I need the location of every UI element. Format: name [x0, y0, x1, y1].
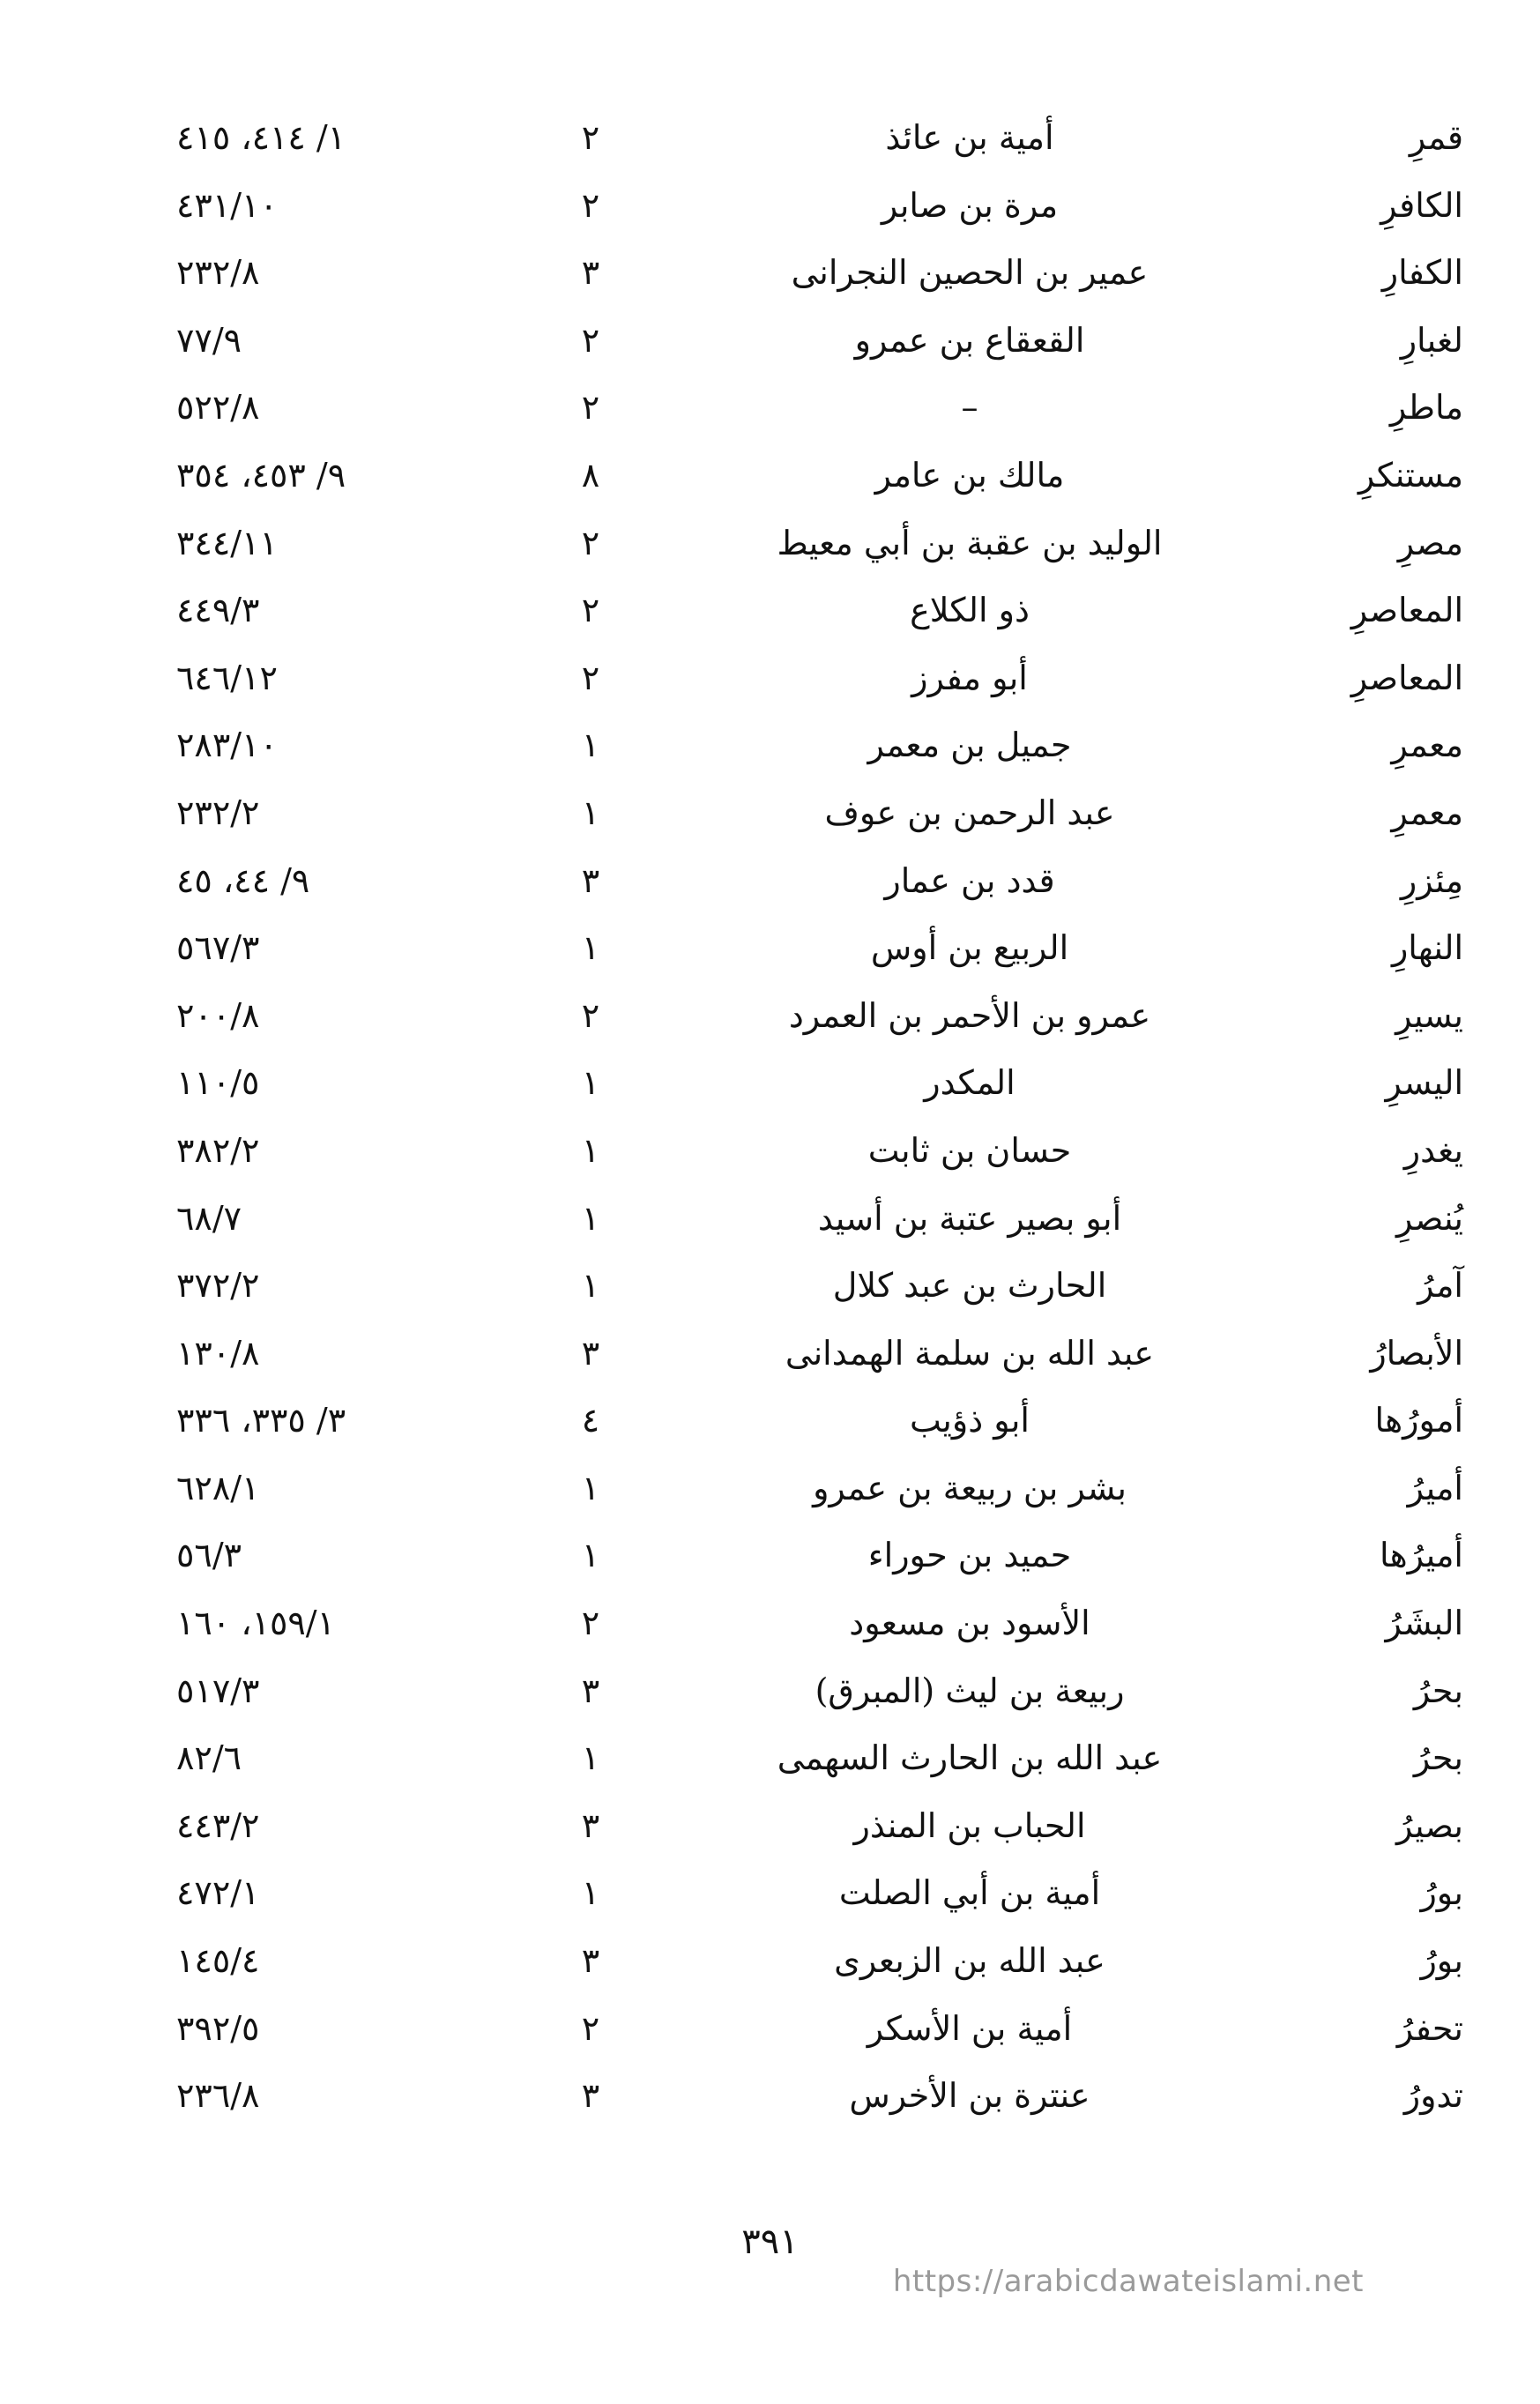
rhyme-word: أمورُها	[1374, 1401, 1463, 1440]
poet-name: جميل بن معمر	[867, 726, 1072, 765]
index-row	[159, 1252, 1463, 1320]
verse-count: ٢	[581, 388, 600, 428]
volume-page-reference: ٧٧/٩	[176, 320, 242, 360]
index-row	[159, 1995, 1463, 2063]
rhyme-word: المعاصرِ	[1350, 591, 1463, 630]
rhyme-word: قمرِ	[1409, 118, 1463, 157]
index-row	[159, 1049, 1463, 1117]
verse-count: ٣	[581, 1941, 600, 1981]
volume-page-reference: ٥٦٧/٣	[176, 928, 260, 968]
rhyme-word: لغبارِ	[1400, 320, 1463, 360]
volume-page-reference: ٣٧٢/٢	[176, 1266, 260, 1306]
volume-page-reference: ٥١٧/٣	[176, 1671, 260, 1710]
rhyme-word: ماطرِ	[1389, 388, 1463, 428]
page-number: ٣٩١	[741, 2222, 799, 2262]
rhyme-word: الأبصارُ	[1370, 1333, 1463, 1373]
poet-name: حميد بن حوراء	[867, 1536, 1072, 1575]
rhyme-word: المعاصرِ	[1350, 658, 1463, 697]
verse-count: ١	[581, 793, 600, 832]
volume-page-reference: ٣٨٢/٢	[176, 1130, 260, 1170]
rhyme-word: بحرُ	[1413, 1738, 1463, 1778]
index-row	[159, 2062, 1463, 2130]
rhyme-word: الكافرِ	[1380, 185, 1463, 225]
volume-page-reference: ٩/ ٤٥٣، ٣٥٤	[176, 455, 346, 495]
rhyme-word: يُنصرِ	[1396, 1198, 1463, 1238]
index-row	[159, 104, 1463, 172]
poet-name: الوليد بن عقبة بن أبي معيط	[777, 523, 1163, 562]
index-row	[159, 644, 1463, 712]
index-row	[159, 1792, 1463, 1860]
volume-page-reference: ١/ ٤١٤، ٤١٥	[176, 118, 346, 157]
index-row	[159, 307, 1463, 375]
verse-count: ٣	[581, 253, 600, 293]
poet-name: عبد الرحمن بن عوف	[824, 793, 1115, 832]
index-row	[159, 982, 1463, 1050]
poet-name: حسان بن ثابت	[867, 1130, 1072, 1170]
volume-page-reference: ٦٤٦/١٢	[176, 658, 278, 697]
verse-count: ١	[581, 1873, 600, 1913]
volume-page-reference: ٢٨٣/١٠	[176, 726, 278, 765]
poet-name: أبو ذؤيب	[909, 1401, 1030, 1440]
volume-page-reference: ٥٦/٣	[176, 1536, 242, 1575]
index-row	[159, 779, 1463, 847]
rhyme-word: تدورُ	[1403, 2076, 1463, 2116]
volume-page-reference: ١٣٠/٨	[176, 1333, 260, 1373]
verse-count: ٣	[581, 1671, 600, 1710]
index-row	[159, 374, 1463, 442]
poet-name: قدد بن عمار	[884, 860, 1055, 900]
rhyme-word: بحرُ	[1413, 1671, 1463, 1710]
volume-page-reference: ٦٢٨/١	[176, 1468, 260, 1507]
index-row	[159, 1859, 1463, 1927]
verse-count: ٢	[581, 1604, 600, 1643]
index-row	[159, 1117, 1463, 1185]
volume-page-reference: ١٤٥/٤	[176, 1941, 260, 1981]
poet-name: ربيعة بن ليث (المبرق)	[815, 1671, 1125, 1710]
volume-page-reference: ٩/ ٤٤، ٤٥	[176, 860, 310, 900]
verse-count: ٢	[581, 995, 600, 1035]
index-row	[159, 1522, 1463, 1589]
verse-count: ٢	[581, 658, 600, 697]
verse-count: ٢	[581, 2008, 600, 2048]
rhyme-word: البشَرُ	[1385, 1604, 1463, 1643]
poet-name: عبد الله بن الحارث السهمى	[777, 1738, 1163, 1778]
volume-page-reference: ٦٨/٧	[176, 1198, 242, 1238]
index-row	[159, 1387, 1463, 1455]
verse-count: ١	[581, 1063, 600, 1103]
source-watermark-url[interactable]: https://arabicdawateislami.net	[892, 2264, 1364, 2299]
poet-name: المكدر	[924, 1063, 1016, 1103]
poet-name: عمير بن الحصين النجرانى	[791, 253, 1149, 293]
index-row	[159, 1657, 1463, 1725]
poet-name: أمية بن عائذ	[885, 118, 1054, 157]
poet-name: أمية بن الأسكر	[867, 2008, 1073, 2048]
volume-page-reference: ٤٧٢/١	[176, 1873, 260, 1913]
index-row	[159, 847, 1463, 915]
rhyme-word: مِئزرِ	[1400, 860, 1463, 900]
rhyme-word: يغدرِ	[1403, 1130, 1463, 1170]
index-row	[159, 1927, 1463, 1995]
index-row	[159, 711, 1463, 779]
rhyme-word: يسيرِ	[1395, 995, 1463, 1035]
poet-name: عنترة بن الأخرس	[849, 2076, 1090, 2116]
verse-count: ١	[581, 1536, 600, 1575]
verse-count: ٤	[581, 1401, 600, 1440]
poet-name: عبد الله بن سلمة الهمدانى	[785, 1333, 1155, 1373]
index-row	[159, 510, 1463, 577]
verse-count: ٣	[581, 1333, 600, 1373]
verse-count: ٢	[581, 185, 600, 225]
poet-name: عبد الله بن الزبعرى	[834, 1941, 1105, 1981]
rhyme-word: بورُ	[1420, 1941, 1463, 1981]
volume-page-reference: ٨٢/٦	[176, 1738, 242, 1778]
volume-page-reference: ١١٠/٥	[176, 1063, 260, 1103]
rhyme-word: أميرُها	[1380, 1536, 1463, 1575]
verse-count: ٣	[581, 860, 600, 900]
verse-count: ٢	[581, 320, 600, 360]
index-row	[159, 1589, 1463, 1657]
poet-name: الحباب بن المنذر	[853, 1805, 1086, 1845]
verse-count: ٢	[581, 118, 600, 157]
verse-count: ٢	[581, 591, 600, 630]
poet-name: أبو بصير عتبة بن أسيد	[817, 1198, 1122, 1238]
rhyme-word: مصرِ	[1397, 523, 1463, 562]
poet-name: الأسود بن مسعود	[849, 1604, 1090, 1643]
index-row	[159, 1455, 1463, 1522]
poet-name: بشر بن ربيعة بن عمرو	[813, 1468, 1127, 1507]
rhyme-word: بورُ	[1420, 1873, 1463, 1913]
index-row	[159, 914, 1463, 982]
index-row	[159, 1185, 1463, 1253]
volume-page-reference: ٣/ ٣٣٥، ٣٣٦	[176, 1401, 346, 1440]
verse-index-table	[159, 104, 1463, 2140]
verse-count: ١	[581, 1266, 600, 1306]
poet-name: الربيع بن أوس	[870, 928, 1069, 968]
rhyme-word: آمرُ	[1417, 1266, 1463, 1306]
volume-page-reference: ٣٩٢/٥	[176, 2008, 260, 2048]
volume-page-reference: ٤٣١/١٠	[176, 185, 278, 225]
poet-name: مالك بن عامر	[874, 455, 1065, 495]
verse-count: ١	[581, 1130, 600, 1170]
volume-page-reference: ٢٣٦/٨	[176, 2076, 260, 2116]
verse-count: ١	[581, 1198, 600, 1238]
verse-count: ١	[581, 1738, 600, 1778]
rhyme-word: اليسرِ	[1385, 1063, 1463, 1103]
poet-name: مرة بن صابر	[881, 185, 1059, 225]
rhyme-word: معمرِ	[1391, 793, 1463, 832]
index-row	[159, 1320, 1463, 1388]
rhyme-word: تحفرُ	[1396, 2008, 1463, 2048]
volume-page-reference: ١٥٩/١، ١٦٠	[176, 1604, 336, 1643]
verse-count: ٨	[581, 455, 600, 495]
index-row	[159, 172, 1463, 240]
poet-name: ذو الكلاع	[910, 591, 1030, 630]
rhyme-word: الكفارِ	[1381, 253, 1463, 293]
volume-page-reference: ٥٢٢/٨	[176, 388, 260, 428]
volume-page-reference: ٢٣٢/٨	[176, 253, 260, 293]
verse-count: ١	[581, 1468, 600, 1507]
rhyme-word: بصيرُ	[1396, 1805, 1463, 1845]
rhyme-word: مستنكرِ	[1358, 455, 1463, 495]
poet-name: أمية بن أبي الصلت	[838, 1873, 1101, 1913]
volume-page-reference: ٣٤٤/١١	[176, 523, 278, 562]
volume-page-reference: ٤٤٣/٢	[176, 1805, 260, 1845]
index-row	[159, 577, 1463, 644]
verse-count: ٣	[581, 2076, 600, 2116]
poet-name: أبو مفرز	[911, 658, 1028, 697]
rhyme-word: معمرِ	[1391, 726, 1463, 765]
volume-page-reference: ٤٤٩/٣	[176, 591, 260, 630]
rhyme-word: النهارِ	[1391, 928, 1463, 968]
poet-name: الحارث بن عبد كلال	[832, 1266, 1107, 1306]
volume-page-reference: ٢٣٢/٢	[176, 793, 260, 832]
index-row	[159, 442, 1463, 510]
poet-name: –	[961, 388, 978, 428]
rhyme-word: أميرُ	[1407, 1468, 1463, 1507]
verse-count: ٣	[581, 1805, 600, 1845]
verse-count: ٢	[581, 523, 600, 562]
index-row	[159, 1724, 1463, 1792]
volume-page-reference: ٢٠٠/٨	[176, 995, 260, 1035]
poet-name: عمرو بن الأحمر بن العمرد	[788, 995, 1151, 1035]
index-row	[159, 239, 1463, 307]
poet-name: القعقاع بن عمرو	[854, 320, 1085, 360]
verse-count: ١	[581, 726, 600, 765]
verse-count: ١	[581, 928, 600, 968]
